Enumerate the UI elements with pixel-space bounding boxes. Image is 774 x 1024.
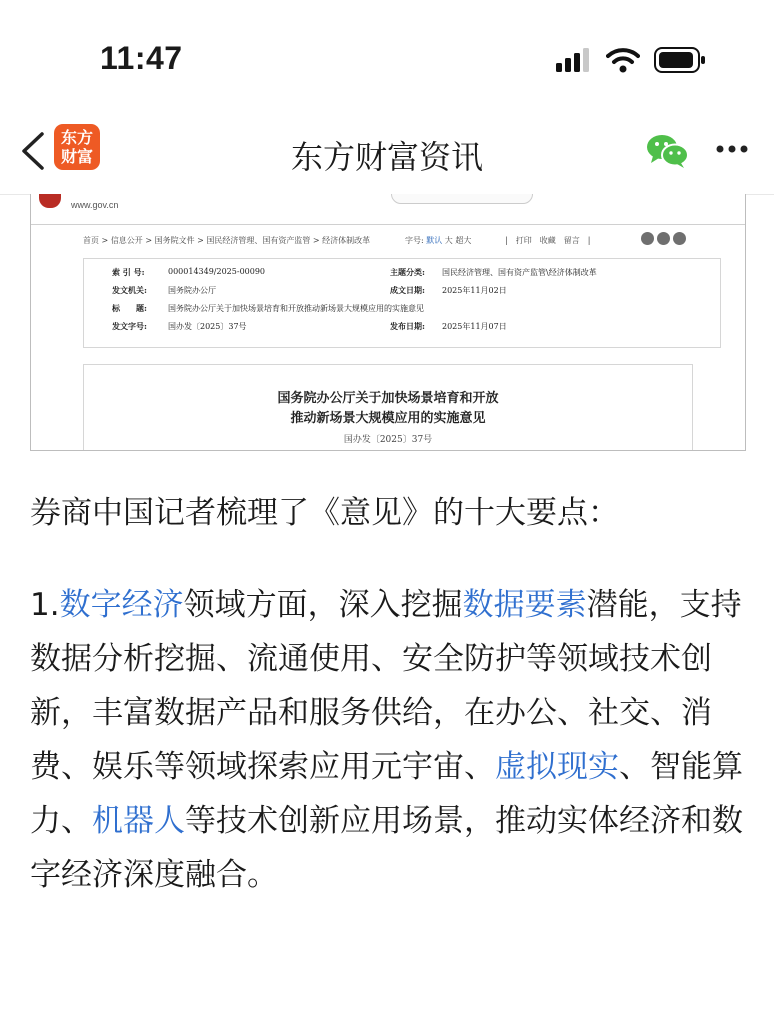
app-logo-text-top: 东方 [60, 128, 93, 147]
page-title: 东方财富资讯 [290, 138, 483, 176]
doc-meta-value: 国务院办公厅 [168, 286, 216, 295]
paragraph-segment: 潜能，支持数据分析挖掘、流通使用、安全防护等领域技术创新，丰富数据产品和服务供给，在办公、社交、消费、娱乐等领域探索应用元宇宙、 [30, 587, 742, 785]
doc-meta-table [83, 258, 721, 348]
doc-meta-value: 2025年11月02日 [442, 286, 507, 295]
wechat-share-icon[interactable] [646, 132, 690, 170]
doc-meta-row [84, 303, 720, 321]
doc-meta-value: 000014349/2025-00090 [168, 267, 266, 276]
document-screenshot [30, 194, 746, 451]
article-lead: 券商中国记者梳理了《意见》的十大要点： [30, 495, 619, 531]
paragraph-segment: 、智能算力、 [30, 749, 743, 839]
doc-meta-row [84, 267, 720, 285]
doc-meta-value: 国办发〔2025〕37号 [168, 322, 247, 331]
battery-icon [654, 47, 706, 73]
national-emblem-icon [39, 194, 61, 208]
app-logo-text-bottom: 财富 [60, 147, 93, 166]
doc-meta-key: 发布日期: [390, 321, 425, 331]
doc-font-size-label: 字号: [405, 236, 424, 245]
paragraph-segment: 等技术创新应用场景，推动实体经济和数字经济深度融合。 [30, 803, 743, 893]
doc-font-size-default: 默认 [426, 236, 443, 245]
doc-meta-key: 成文日期: [390, 285, 425, 295]
doc-meta-key: 发文机关: [112, 285, 147, 295]
status-bar [0, 0, 774, 110]
doc-font-size-large: 大 [444, 236, 453, 245]
doc-title-line-2: 推动新场景大规模应用的实施意见 [290, 411, 486, 426]
weibo-icon [641, 232, 654, 245]
doc-font-size [405, 235, 471, 246]
doc-number: 国办发〔2025〕37号 [343, 435, 433, 445]
keyword-link[interactable]: 数据要素 [462, 587, 587, 623]
doc-meta-key: 主题分类: [390, 267, 425, 277]
doc-meta-value: 国民经济管理、国有资产监管\经济体制改革 [442, 268, 597, 277]
doc-header [31, 194, 745, 216]
doc-meta-key: 标 题: [112, 303, 147, 313]
status-time: 11:47 [100, 40, 183, 76]
doc-font-size-xlarge: 超大 [455, 236, 472, 245]
paragraph-text [30, 578, 750, 902]
paragraph-segment: 领域方面，深入挖掘 [183, 587, 463, 623]
status-icons [556, 47, 706, 73]
doc-title-line-1: 国务院办公厅关于加快场景培育和开放 [277, 391, 499, 406]
doc-actions: | 打印 收藏 留言 | [505, 236, 591, 245]
doc-meta-row [84, 285, 720, 303]
paragraph-number: 1. [30, 587, 60, 623]
doc-meta-value: 2025年11月07日 [442, 322, 507, 331]
doc-body [83, 364, 693, 451]
doc-meta-value: 国务院办公厅关于加快场景培育和开放推动新场景大规模应用的实施意见 [168, 304, 424, 313]
doc-meta-key: 发文字号: [112, 321, 147, 331]
doc-meta-key: 索 引 号: [112, 267, 145, 277]
wechat-icon [657, 232, 670, 245]
cellular-signal-icon [556, 48, 592, 72]
article-paragraph [30, 578, 750, 902]
more-options-icon[interactable] [716, 144, 748, 154]
keyword-link[interactable]: 机器人 [92, 803, 185, 839]
nav-bar [0, 110, 774, 195]
qzone-icon [673, 232, 686, 245]
keyword-link[interactable]: 数字经济 [59, 587, 184, 623]
doc-meta-row [84, 321, 720, 339]
doc-url: www.gov.cn [71, 200, 119, 210]
doc-searchbox [391, 194, 533, 204]
keyword-link[interactable]: 虚拟现实 [495, 749, 619, 785]
doc-share-icons [641, 232, 686, 245]
doc-breadcrumb: 首页 > 信息公开 > 国务院文件 > 国民经济管理、国有资产监管 > 经济体制改革 [83, 236, 371, 245]
wifi-icon [606, 47, 640, 73]
